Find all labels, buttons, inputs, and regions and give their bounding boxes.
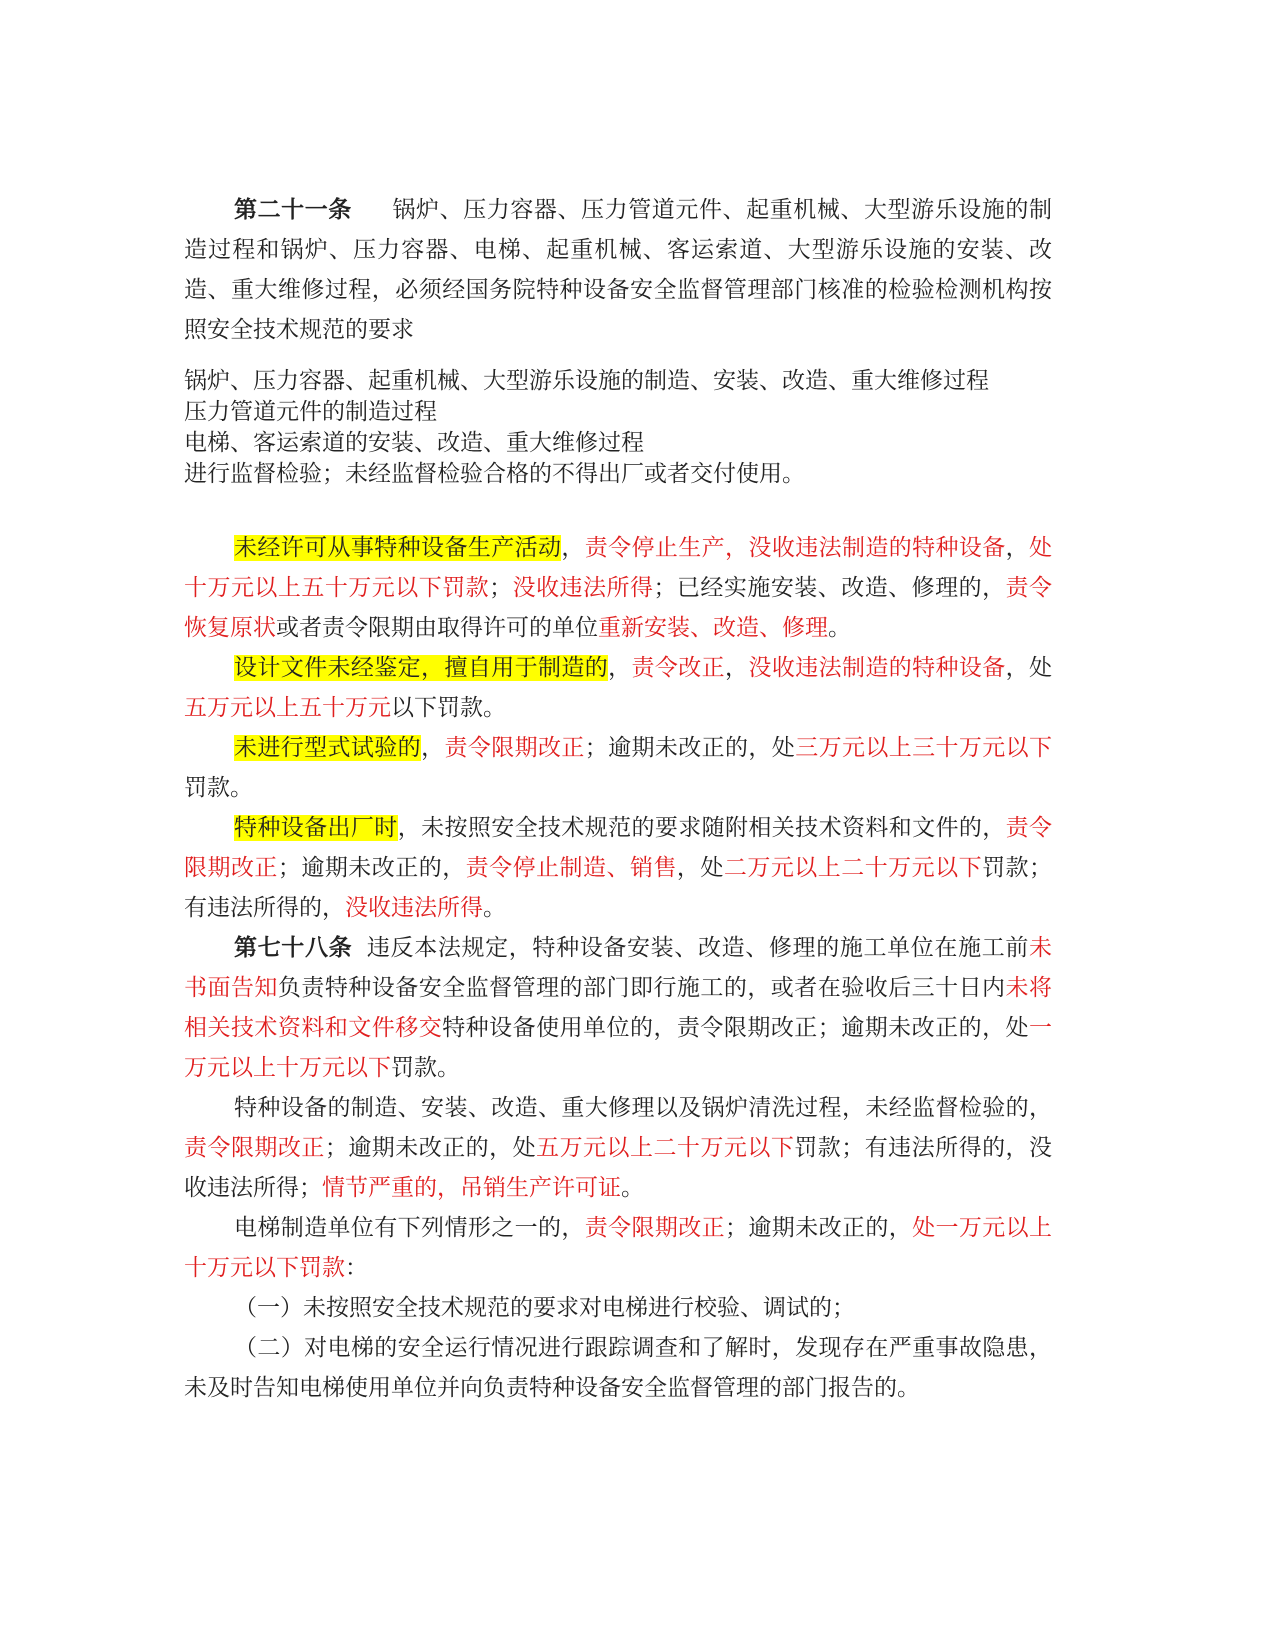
penalty-paragraph-2 — [184, 648, 1052, 728]
red-phrase: 没收违法所得 — [512, 575, 654, 601]
red-phrase: 未书面告知 — [184, 935, 1053, 1001]
text-run: 电梯制造单位有下列情形之一的， — [234, 1215, 585, 1241]
text-run: 。 — [621, 1175, 644, 1201]
red-phrase: 没收违法制造的特种设备 — [748, 535, 1006, 561]
text-run: ， — [608, 655, 632, 681]
penalty-paragraph-6 — [184, 1088, 1052, 1208]
text-run: ；逾期未改正的，处 — [584, 735, 796, 761]
scope-line-3: 电梯、客运索道的安装、改造、重大维修过程 — [184, 430, 644, 456]
article-78-paragraph — [184, 928, 1052, 1088]
red-phrase: 情节严重的，吊销生产许可证 — [322, 1175, 621, 1201]
article-21-heading: 第二十一条 — [234, 196, 352, 223]
red-phrase: 处一万元以上十万元以下罚款 — [184, 1215, 1053, 1281]
article-21-body: 锅炉、压力容器、压力管道元件、起重机械、大型游乐设施的制造过程和锅炉、压力容器、电梯、起重机械、客运索道、大型游乐设施的安装、改造、重大维修过程，必须经国务院特种设备安全监督管理部门核准的检验检测机构按照安全技术规范的要求 — [184, 197, 1053, 343]
red-phrase: 三万元以上三十万元以下 — [795, 735, 1053, 761]
text-run: 以下罚款。 — [391, 695, 506, 721]
red-phrase: 五万元以上二十万元以下 — [536, 1135, 795, 1161]
penalty-paragraph-1 — [184, 528, 1052, 648]
text-run: 罚款。 — [391, 1055, 460, 1081]
text-run: ；逾期未改正的，处 — [324, 1135, 537, 1161]
text-run: 。 — [828, 615, 851, 641]
text-run: 罚款；有违法所得的，没收违法所得； — [184, 1135, 1053, 1201]
text-run: ；逾期未改正的， — [725, 1215, 913, 1241]
text-run: 。 — [483, 895, 506, 921]
red-phrase: 责令停止制造、销售 — [465, 855, 677, 881]
text-run: ，未按照安全技术规范的要求随附相关技术资料和文件的， — [397, 815, 1006, 841]
red-phrase: 五万元以上五十万元 — [184, 695, 391, 721]
red-phrase: 一万元以上十万元以下 — [184, 1015, 1053, 1081]
highlighted-phrase: 设计文件未经鉴定，擅自用于制造的 — [234, 655, 609, 681]
text-run: ： — [345, 1255, 368, 1281]
text-run: ， — [561, 535, 585, 561]
text-run: 罚款。 — [184, 775, 253, 801]
red-phrase: 二万元以上二十万元以下 — [723, 855, 983, 881]
scope-line-1: 锅炉、压力容器、起重机械、大型游乐设施的制造、安装、改造、重大维修过程 — [184, 368, 989, 394]
scope-block — [184, 366, 1052, 490]
red-phrase: 没收违法所得 — [345, 895, 483, 921]
elevator-paragraph — [184, 1208, 1052, 1288]
list-item-2: （二）对电梯的安全运行情况进行跟踪调查和了解时，发现存在严重事故隐患，未及时告知电梯使用单位并向负责特种设备安全监督管理的部门报告的。 — [184, 1335, 1052, 1401]
text-run: ，处 — [676, 855, 724, 881]
text-run: ， — [421, 735, 445, 761]
highlighted-phrase: 未经许可从事特种设备生产活动 — [234, 535, 562, 561]
text-run: ， — [725, 535, 749, 561]
red-phrase: 责令限期改正 — [184, 815, 1053, 881]
red-phrase: 责令恢复原状 — [184, 575, 1053, 641]
red-phrase: 未将相关技术资料和文件移交 — [184, 975, 1053, 1041]
text-run: 罚款；有违法所得的， — [184, 855, 1053, 921]
list-item-1: （一）未按照安全技术规范的要求对电梯进行校验、调试的； — [234, 1295, 855, 1321]
text-run: ； — [489, 575, 513, 601]
article-78-heading: 第七十八条 — [234, 934, 353, 961]
document-page — [184, 190, 1052, 1408]
text-run: ；逾期未改正的， — [277, 855, 466, 881]
text-run: ，处 — [1005, 655, 1053, 681]
scope-line-4: 进行监督检验；未经监督检验合格的不得出厂或者交付使用。 — [184, 461, 805, 487]
penalty-paragraph-4 — [184, 808, 1052, 928]
penalty-paragraph-3 — [184, 728, 1052, 808]
text-run: 特种设备使用单位的，责令限期改正；逾期未改正的，处 — [442, 1015, 1030, 1041]
red-phrase: 责令限期改正 — [184, 1135, 325, 1161]
red-phrase: 没收违法制造的特种设备 — [748, 655, 1006, 681]
highlighted-phrase: 特种设备出厂时 — [234, 815, 398, 841]
text-run: ， — [1005, 535, 1030, 561]
red-phrase: 责令限期改正 — [584, 1215, 726, 1241]
text-run: ；已经实施安装、改造、修理的， — [653, 575, 1006, 601]
text-run: 负责特种设备安全监督管理的部门即行施工的，或者在验收后三十日内 — [277, 975, 1006, 1001]
scope-line-2: 压力管道元件的制造过程 — [184, 399, 437, 425]
red-phrase: 处十万元以上五十万元以下罚款 — [184, 535, 1053, 601]
highlighted-phrase: 未进行型式试验的 — [234, 735, 422, 761]
text-run: 违反本法规定，特种设备安装、改造、修理的施工单位在施工前 — [366, 935, 1030, 961]
red-phrase: 责令改正 — [631, 655, 726, 681]
text-run: 特种设备的制造、安装、改造、重大修理以及锅炉清洗过程，未经监督检验的， — [234, 1095, 1052, 1121]
text-run: 或者责令限期由取得许可的单位 — [276, 615, 598, 641]
red-phrase: 重新安装、改造、修理 — [598, 615, 828, 641]
red-phrase: 责令限期改正 — [444, 735, 585, 761]
text-run: ， — [725, 655, 749, 681]
red-phrase: 责令停止生产 — [584, 535, 726, 561]
article-21-paragraph — [184, 190, 1052, 350]
